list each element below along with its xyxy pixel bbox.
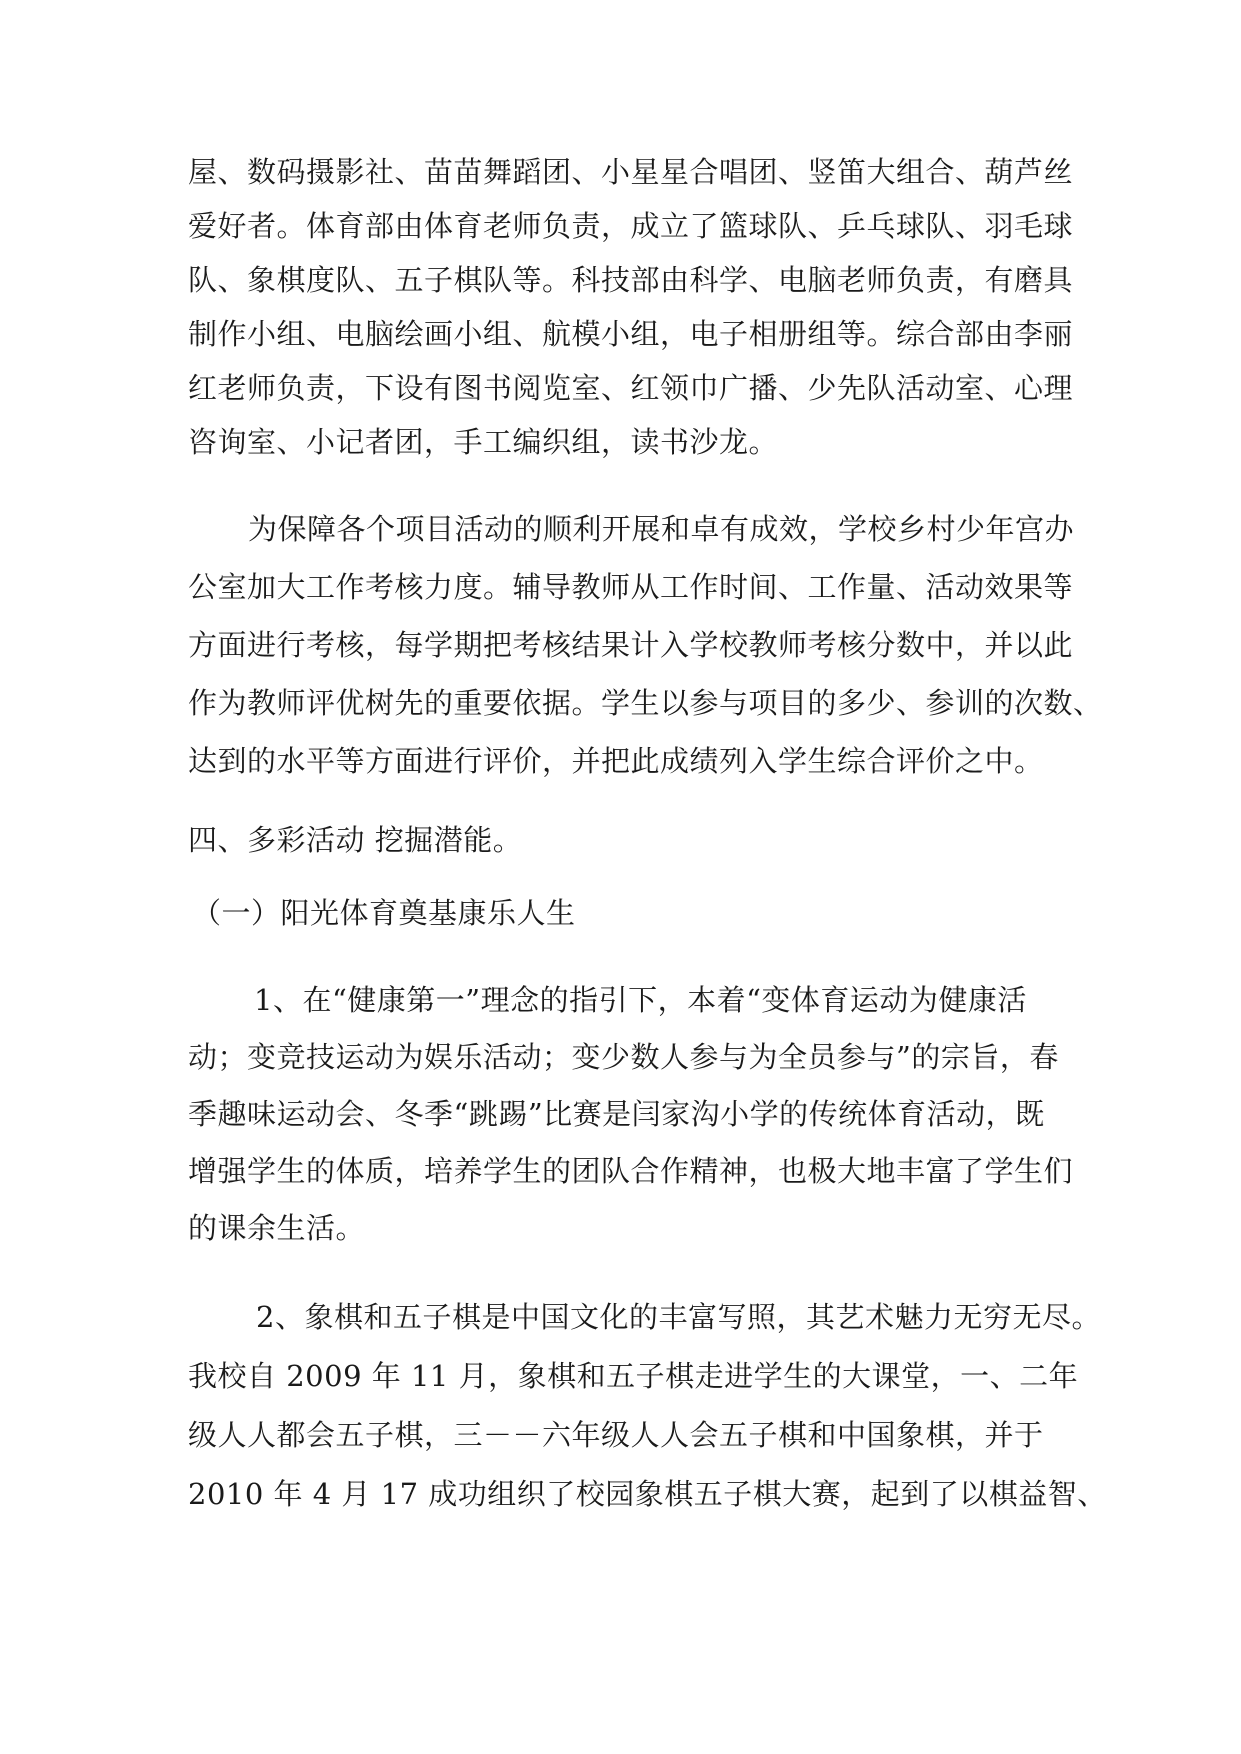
paragraph-line: 公室加大工作考核力度。辅导教师从工作时间、工作量、活动效果等 xyxy=(188,570,1074,604)
paragraph-line: 屋、数码摄影社、苗苗舞蹈团、小星星合唱团、竖笛大组合、葫芦丝 xyxy=(188,155,1074,189)
paragraph-line: 级人人都会五子棋，三－－六年级人人会五子棋和中国象棋，并于 xyxy=(188,1418,1044,1452)
paragraph-line: 方面进行考核，每学期把考核结果计入学校教师考核分数中，并以此 xyxy=(188,628,1074,662)
paragraph-line: 达到的水平等方面进行评价，并把此成绩列入学生综合评价之中。 xyxy=(188,744,1044,778)
paragraph-line: 2、象棋和五子棋是中国文化的丰富写照，其艺术魅力无穷无尽。 xyxy=(256,1300,1101,1334)
paragraph-line: 作为教师评优树先的重要依据。学生以参与项目的多少、参训的次数、 xyxy=(188,686,1103,720)
paragraph-line: 的课余生活。 xyxy=(188,1211,366,1245)
paragraph-line: 为保障各个项目活动的顺利开展和卓有成效，学校乡村少年宫办 xyxy=(248,512,1075,546)
paragraph-line: 季趣味运动会、冬季“跳踢”比赛是闫家沟小学的传统体育活动，既 xyxy=(188,1097,1045,1131)
paragraph-line: 爱好者。体育部由体育老师负责，成立了篮球队、乒乓球队、羽毛球 xyxy=(188,209,1074,243)
paragraph-line: 红老师负责，下设有图书阅览室、红领巾广播、少先队活动室、心理 xyxy=(188,371,1074,405)
paragraph-line: 我校自 2009 年 11 月，象棋和五子棋走进学生的大课堂，一、二年 xyxy=(188,1359,1079,1393)
paragraph-line: 增强学生的体质，培养学生的团队合作精神，也极大地丰富了学生们 xyxy=(188,1154,1074,1188)
paragraph-line: 咨询室、小记者团，手工编织组，读书沙龙。 xyxy=(188,425,779,459)
section-heading: 四、多彩活动 挖掘潜能。 xyxy=(188,823,523,857)
paragraph-line: 1、在“健康第一”理念的指引下，本着“变体育运动为健康活 xyxy=(254,983,1027,1017)
paragraph-line: 2010 年 4 月 17 成功组织了校园象棋五子棋大赛，起到了以棋益智、 xyxy=(188,1477,1107,1511)
paragraph-line: 队、象棋度队、五子棋队等。科技部由科学、电脑老师负责，有磨具 xyxy=(188,263,1074,297)
subsection-heading: （一）阳光体育奠基康乐人生 xyxy=(192,896,576,930)
paragraph-line: 制作小组、电脑绘画小组、航模小组，电子相册组等。综合部由李丽 xyxy=(188,317,1074,351)
paragraph-line: 动；变竞技运动为娱乐活动；变少数人参与为全员参与”的宗旨，春 xyxy=(188,1040,1059,1074)
